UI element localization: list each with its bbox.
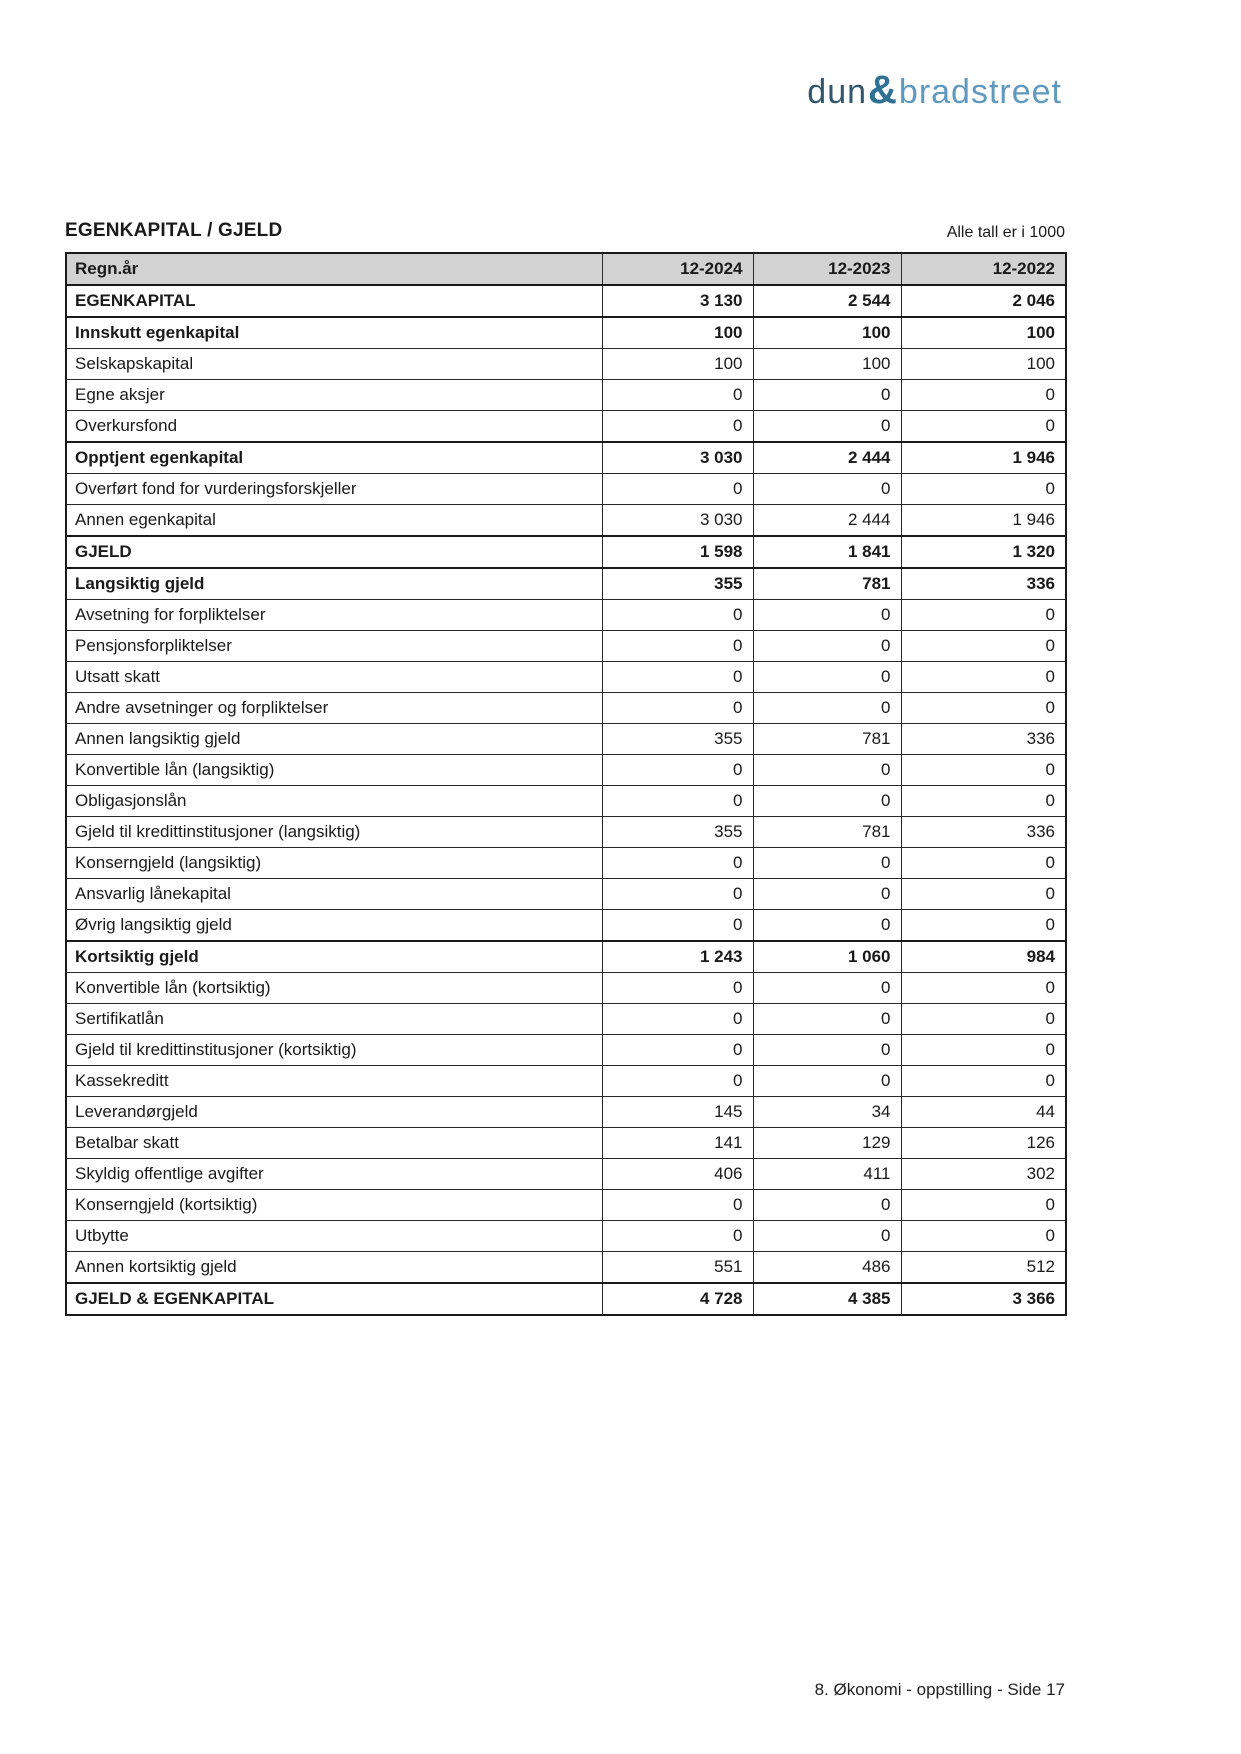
table-row <box>66 631 1066 662</box>
row-value: 0 <box>753 848 901 879</box>
page-title: EGENKAPITAL / GJELD <box>65 220 283 241</box>
row-label: Selskapskapital <box>66 349 602 380</box>
row-value: 0 <box>753 1066 901 1097</box>
row-value: 0 <box>901 600 1066 631</box>
row-value: 0 <box>753 879 901 910</box>
table-row <box>66 1128 1066 1159</box>
row-value: 0 <box>901 1190 1066 1221</box>
row-value: 0 <box>753 474 901 505</box>
row-value: 0 <box>901 380 1066 411</box>
row-value: 0 <box>901 973 1066 1004</box>
table-row <box>66 1097 1066 1128</box>
row-label: Konvertible lån (kortsiktig) <box>66 973 602 1004</box>
row-value: 1 841 <box>753 536 901 568</box>
row-label: Egne aksjer <box>66 380 602 411</box>
row-label: Konvertible lån (langsiktig) <box>66 755 602 786</box>
column-header-regnaar: Regn.år <box>66 253 602 285</box>
row-value: 0 <box>602 973 753 1004</box>
row-value: 336 <box>901 817 1066 848</box>
row-value: 2 444 <box>753 505 901 537</box>
row-value: 0 <box>753 600 901 631</box>
row-value: 0 <box>602 411 753 443</box>
row-value: 0 <box>753 786 901 817</box>
row-label: Overkursfond <box>66 411 602 443</box>
row-value: 0 <box>901 755 1066 786</box>
row-label: Gjeld til kredittinstitusjoner (langsiktig) <box>66 817 602 848</box>
row-label: Annen kortsiktig gjeld <box>66 1252 602 1284</box>
row-label: GJELD <box>66 536 602 568</box>
row-value: 355 <box>602 724 753 755</box>
row-value: 0 <box>753 1190 901 1221</box>
row-label: Annen langsiktig gjeld <box>66 724 602 755</box>
row-label: Utbytte <box>66 1221 602 1252</box>
row-value: 100 <box>753 349 901 380</box>
row-value: 0 <box>901 662 1066 693</box>
table-row <box>66 941 1066 973</box>
row-value: 0 <box>753 662 901 693</box>
row-value: 0 <box>753 973 901 1004</box>
row-value: 100 <box>602 349 753 380</box>
row-label: Langsiktig gjeld <box>66 568 602 600</box>
row-value: 0 <box>901 1066 1066 1097</box>
row-label: Gjeld til kredittinstitusjoner (kortsiktig) <box>66 1035 602 1066</box>
row-label: Kassekreditt <box>66 1066 602 1097</box>
row-value: 1 320 <box>901 536 1066 568</box>
row-value: 984 <box>901 941 1066 973</box>
row-value: 0 <box>602 474 753 505</box>
row-value: 781 <box>753 724 901 755</box>
row-label: Utsatt skatt <box>66 662 602 693</box>
row-value: 0 <box>602 600 753 631</box>
row-value: 0 <box>753 631 901 662</box>
units-note: Alle tall er i 1000 <box>946 224 1065 241</box>
row-value: 0 <box>602 910 753 942</box>
row-label: Obligasjonslån <box>66 786 602 817</box>
row-value: 0 <box>901 1221 1066 1252</box>
row-value: 0 <box>753 693 901 724</box>
column-header-12-2022: 12-2022 <box>901 253 1066 285</box>
row-label: Sertifikatlån <box>66 1004 602 1035</box>
row-value: 100 <box>753 317 901 349</box>
row-value: 0 <box>753 380 901 411</box>
row-value: 141 <box>602 1128 753 1159</box>
dun-bradstreet-logo <box>807 66 1062 116</box>
row-value: 0 <box>602 1190 753 1221</box>
row-value: 355 <box>602 817 753 848</box>
row-value: 0 <box>901 474 1066 505</box>
row-value: 1 946 <box>901 505 1066 537</box>
row-value: 0 <box>901 1035 1066 1066</box>
row-value: 4 385 <box>753 1283 901 1315</box>
table-row <box>66 848 1066 879</box>
table-row <box>66 349 1066 380</box>
row-label: Kortsiktig gjeld <box>66 941 602 973</box>
row-value: 44 <box>901 1097 1066 1128</box>
row-value: 0 <box>901 631 1066 662</box>
row-label: Avsetning for forpliktelser <box>66 600 602 631</box>
row-value: 0 <box>901 411 1066 443</box>
row-value: 3 030 <box>602 505 753 537</box>
row-value: 2 544 <box>753 285 901 317</box>
row-value: 406 <box>602 1159 753 1190</box>
table-row <box>66 442 1066 474</box>
page-footer: 8. Økonomi - oppstilling - Side 17 <box>814 1680 1065 1699</box>
table-row <box>66 879 1066 910</box>
row-value: 336 <box>901 568 1066 600</box>
table-row <box>66 1252 1066 1284</box>
row-value: 0 <box>901 786 1066 817</box>
row-value: 1 598 <box>602 536 753 568</box>
row-label: Øvrig langsiktig gjeld <box>66 910 602 942</box>
column-header-12-2024: 12-2024 <box>602 253 753 285</box>
table-row <box>66 693 1066 724</box>
table-row <box>66 786 1066 817</box>
row-value: 781 <box>753 568 901 600</box>
table-row <box>66 317 1066 349</box>
row-label: Innskutt egenkapital <box>66 317 602 349</box>
row-label: EGENKAPITAL <box>66 285 602 317</box>
table-row <box>66 1190 1066 1221</box>
table-row <box>66 411 1066 443</box>
row-value: 0 <box>901 693 1066 724</box>
row-value: 1 060 <box>753 941 901 973</box>
logo-text-dun: dun <box>807 73 868 111</box>
row-label: Konserngjeld (kortsiktig) <box>66 1190 602 1221</box>
row-value: 1 946 <box>901 442 1066 474</box>
table-row <box>66 1283 1066 1315</box>
table-row <box>66 1221 1066 1252</box>
row-value: 0 <box>753 411 901 443</box>
row-label: Ansvarlig lånekapital <box>66 879 602 910</box>
table-row <box>66 536 1066 568</box>
table-body <box>66 285 1066 1315</box>
table-row <box>66 380 1066 411</box>
row-label: Skyldig offentlige avgifter <box>66 1159 602 1190</box>
row-value: 0 <box>602 848 753 879</box>
table-row <box>66 910 1066 942</box>
table-row <box>66 662 1066 693</box>
row-label: Betalbar skatt <box>66 1128 602 1159</box>
row-value: 145 <box>602 1097 753 1128</box>
row-value: 0 <box>602 755 753 786</box>
row-value: 3 130 <box>602 285 753 317</box>
table-header-row <box>66 253 1066 285</box>
row-label: Opptjent egenkapital <box>66 442 602 474</box>
row-label: GJELD & EGENKAPITAL <box>66 1283 602 1315</box>
row-value: 0 <box>901 879 1066 910</box>
row-label: Annen egenkapital <box>66 505 602 537</box>
row-value: 336 <box>901 724 1066 755</box>
table-row <box>66 1159 1066 1190</box>
row-value: 0 <box>753 1004 901 1035</box>
row-value: 1 243 <box>602 941 753 973</box>
row-value: 0 <box>602 786 753 817</box>
row-label: Leverandørgjeld <box>66 1097 602 1128</box>
row-value: 129 <box>753 1128 901 1159</box>
row-value: 355 <box>602 568 753 600</box>
row-value: 411 <box>753 1159 901 1190</box>
row-value: 0 <box>901 910 1066 942</box>
row-value: 0 <box>753 755 901 786</box>
row-value: 2 046 <box>901 285 1066 317</box>
row-value: 0 <box>602 1035 753 1066</box>
row-value: 34 <box>753 1097 901 1128</box>
row-value: 0 <box>753 1221 901 1252</box>
row-value: 551 <box>602 1252 753 1284</box>
row-value: 3 030 <box>602 442 753 474</box>
row-value: 486 <box>753 1252 901 1284</box>
row-value: 3 366 <box>901 1283 1066 1315</box>
row-label: Overført fond for vurderingsforskjeller <box>66 474 602 505</box>
row-value: 0 <box>602 631 753 662</box>
table-row <box>66 1066 1066 1097</box>
logo-ampersand-icon: & <box>868 68 898 112</box>
row-value: 0 <box>602 879 753 910</box>
title-row <box>65 220 1065 242</box>
table-row <box>66 505 1066 537</box>
table-row <box>66 755 1066 786</box>
row-value: 2 444 <box>753 442 901 474</box>
row-label: Pensjonsforpliktelser <box>66 631 602 662</box>
table-row <box>66 568 1066 600</box>
table-row <box>66 1035 1066 1066</box>
row-value: 0 <box>602 380 753 411</box>
row-value: 0 <box>602 1004 753 1035</box>
table-row <box>66 973 1066 1004</box>
table-row <box>66 600 1066 631</box>
column-header-12-2023: 12-2023 <box>753 253 901 285</box>
table-row <box>66 724 1066 755</box>
row-value: 781 <box>753 817 901 848</box>
row-value: 0 <box>901 848 1066 879</box>
row-value: 0 <box>602 693 753 724</box>
row-value: 0 <box>901 1004 1066 1035</box>
row-value: 100 <box>901 349 1066 380</box>
row-value: 0 <box>602 1066 753 1097</box>
row-value: 512 <box>901 1252 1066 1284</box>
row-value: 4 728 <box>602 1283 753 1315</box>
table-row <box>66 1004 1066 1035</box>
balance-sheet-table-wrap <box>65 252 1065 1316</box>
row-value: 100 <box>901 317 1066 349</box>
row-value: 302 <box>901 1159 1066 1190</box>
row-value: 0 <box>602 1221 753 1252</box>
row-label: Andre avsetninger og forpliktelser <box>66 693 602 724</box>
row-value: 126 <box>901 1128 1066 1159</box>
logo-text-bradstreet: bradstreet <box>898 73 1062 111</box>
row-value: 0 <box>753 910 901 942</box>
table-row <box>66 285 1066 317</box>
row-value: 0 <box>602 662 753 693</box>
balance-sheet-table <box>65 252 1067 1316</box>
row-value: 100 <box>602 317 753 349</box>
row-value: 0 <box>753 1035 901 1066</box>
table-row <box>66 817 1066 848</box>
table-row <box>66 474 1066 505</box>
row-label: Konserngjeld (langsiktig) <box>66 848 602 879</box>
